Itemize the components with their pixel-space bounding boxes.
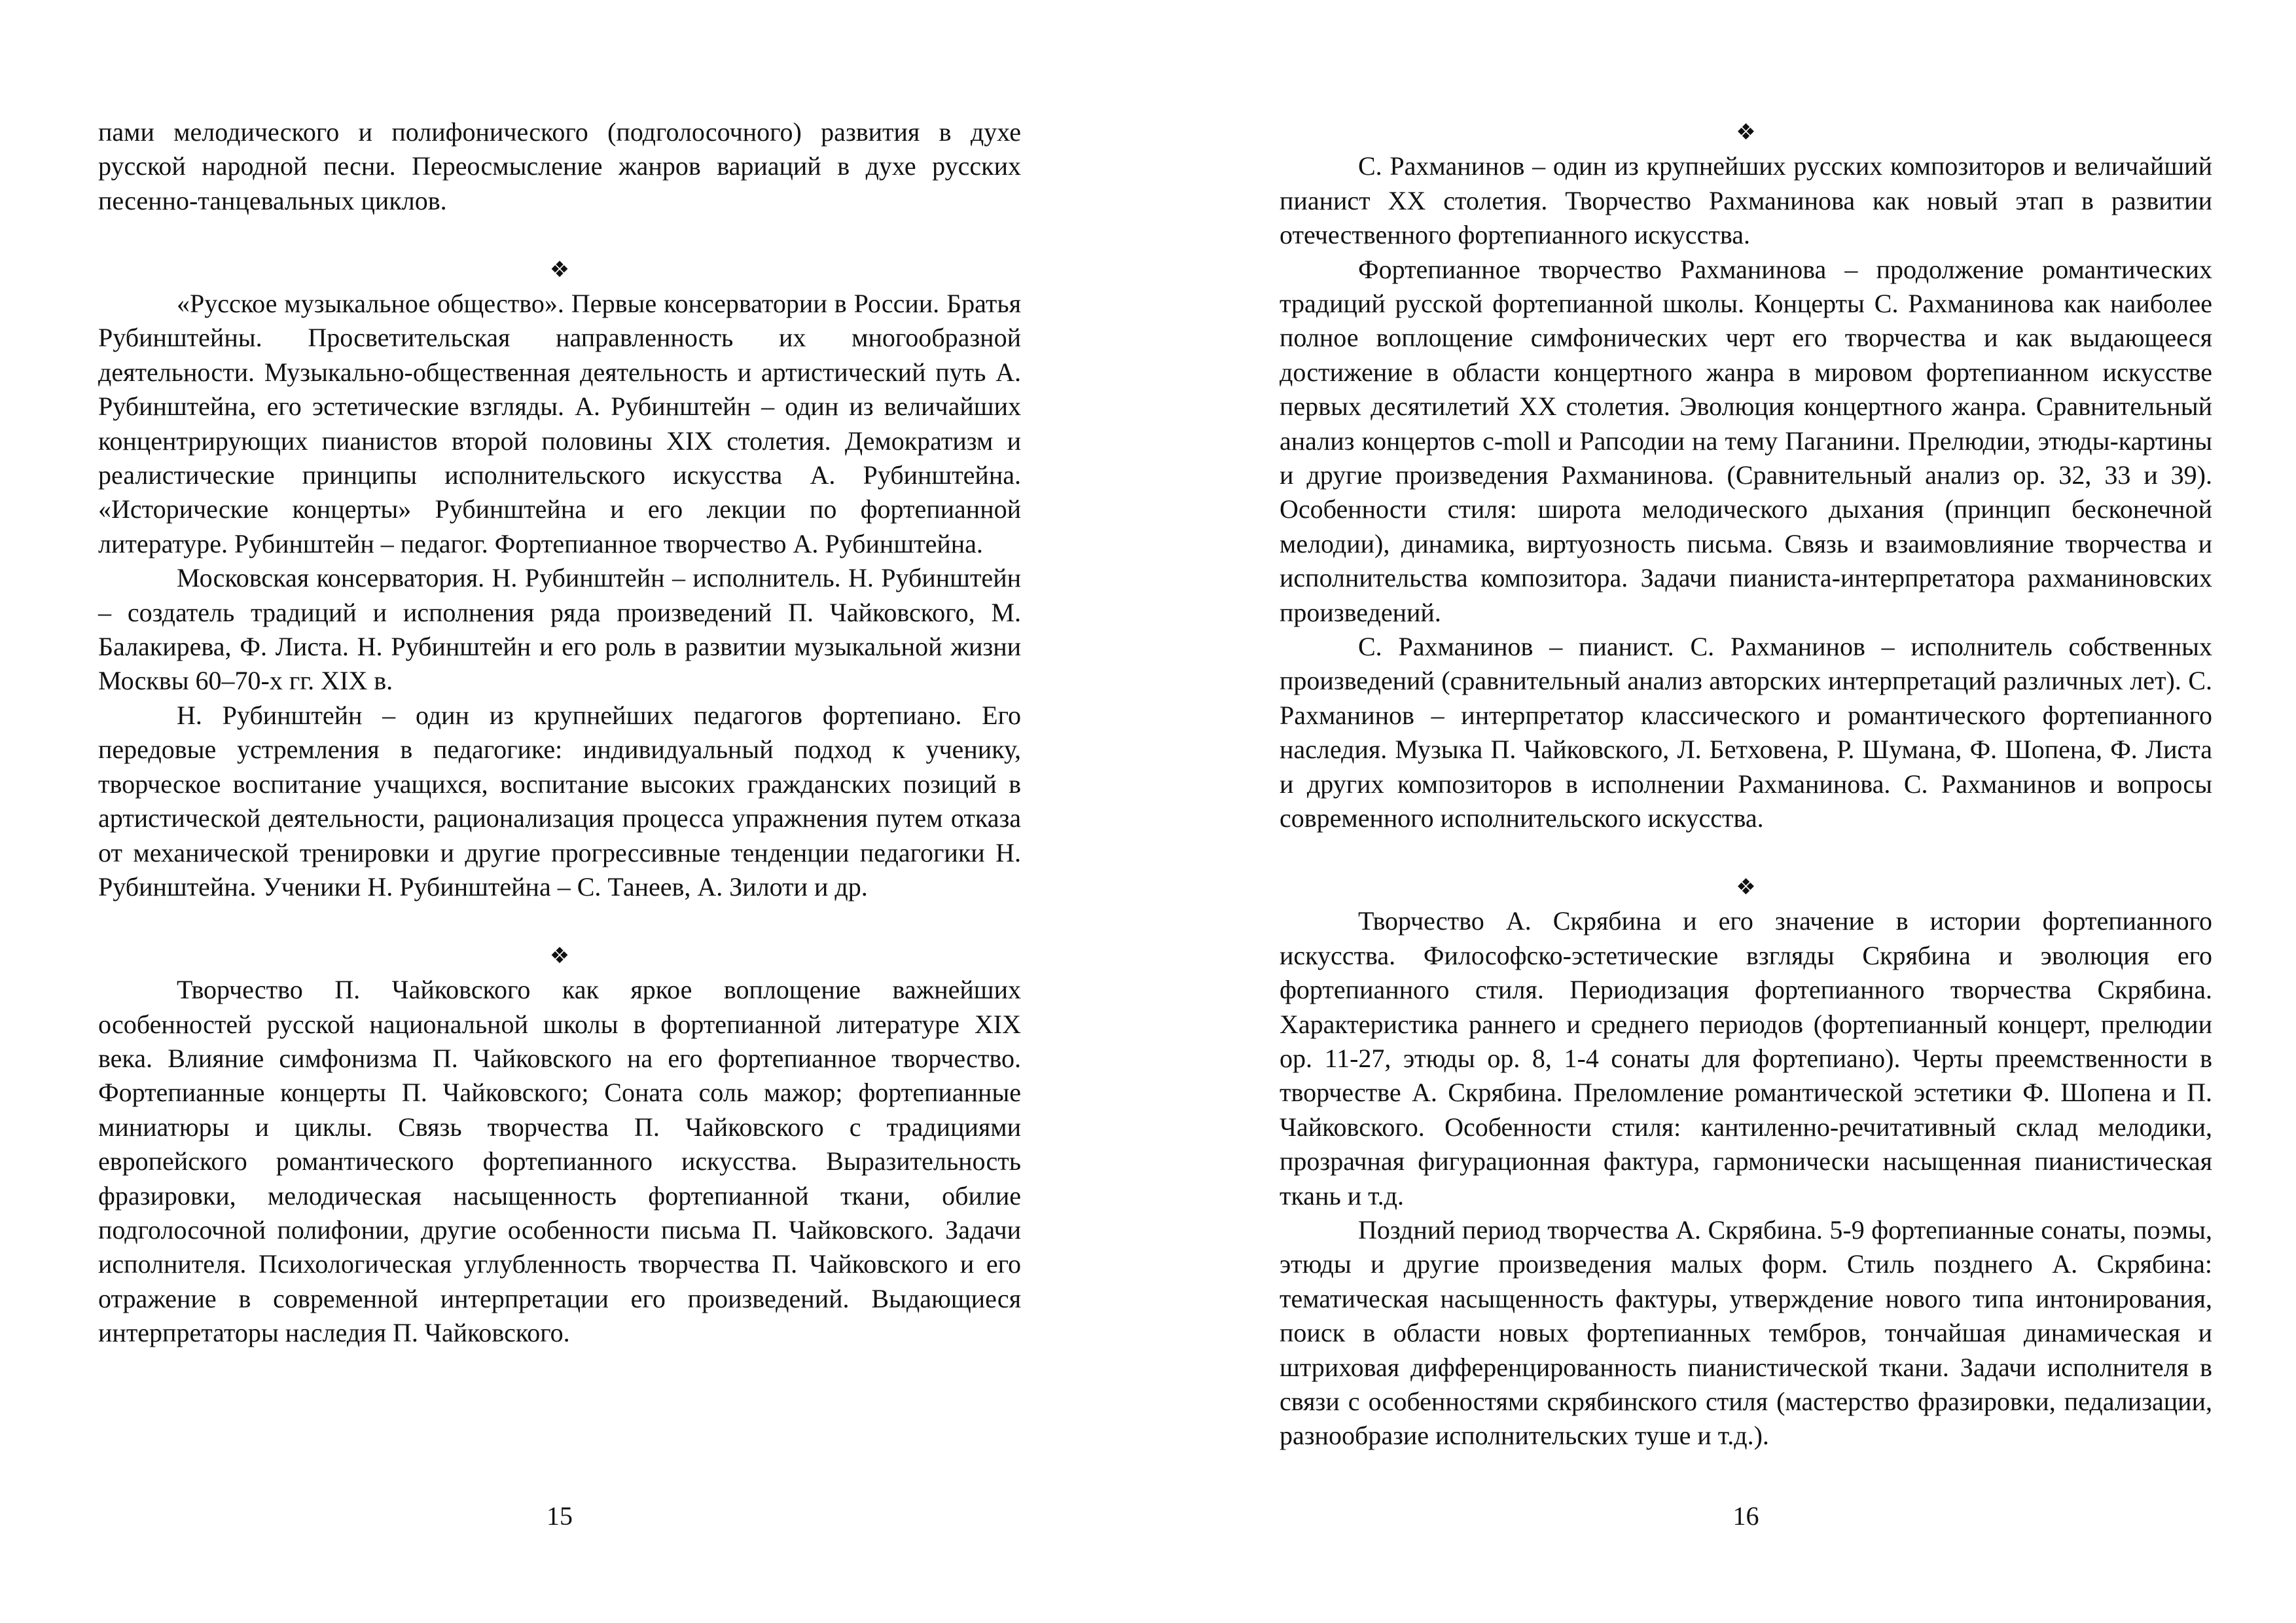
ornament-icon: ❖ — [549, 942, 570, 969]
left-separator-1 — [98, 218, 1021, 287]
right-page — [1280, 0, 2212, 1623]
right-separator-1 — [1280, 115, 2212, 149]
left-page — [98, 0, 1021, 1623]
page-number: 15 — [547, 1501, 573, 1531]
left-separator-2 — [98, 904, 1021, 973]
right-paragraph-5: Поздний период творчества А. Скрябина. 5-9 фортепианные сонаты, поэмы, этюды и другие произведения малых форм. Стиль позднего А. Скрябина: тематическая насыщенность фактуры, утверждение нового типа интонирования, поиск в области новых фортепианных тембров, тончайшая динамическая и штриховая дифференцированность пианистической ткани. Задачи исполнителя в связи с особенностями скрябинского стиля (мастерство фразировки, педализации, разнообразие исполнительских туше и т.д.). — [1280, 1214, 2212, 1451]
ornament-icon: ❖ — [549, 256, 570, 283]
left-paragraph-4: Н. Рубинштейн – один из крупнейших педагогов фортепиано. Его передовые устремления в педагогике: индивидуальный подход к ученику, творческое воспитание учащихся, воспитание высоких гражданских позиций в артистической деятельности, рационализация процесса упражнения путем отказа от механической тренировки и другие прогрессивные тенденции педагогики Н. Рубинштейна. Ученики Н. Рубинштейна – С. Танеев, А. Зилоти и др. — [98, 700, 1021, 902]
left-paragraph-2: «Русское музыкальное общество». Первые консерватории в России. Братья Рубинштейны. Просветительская направленность их многообразной деятельности. Музыкально-общественная деятельность и артистический путь А. Рубинштейна, его эстетические взгляды. А. Рубинштейн – один из величайших концентрирующих пианистов второй половины XIX столетия. Демократизм и реалистические принципы исполнительского искусства А. Рубинштейна. «Исторические концерты» Рубинштейна и его лекции по фортепианной литературе. Рубинштейн – педагог. Фортепианное творчество А. Рубинштейна. — [98, 289, 1021, 558]
left-paragraph-1: пами мелодического и полифонического (подголосочного) развития в духе русской народной песни. Переосмысление жанров вариаций в духе русских песенно-танцевальных циклов. — [98, 117, 1021, 215]
right-separator-2 — [1280, 836, 2212, 905]
ornament-icon: ❖ — [1736, 873, 1756, 900]
right-page-content — [1280, 115, 2212, 1453]
page-number: 16 — [1732, 1501, 1759, 1531]
right-paragraph-3: С. Рахманинов – пианист. С. Рахманинов – исполнитель собственных произведений (сравнительный анализ авторских интерпретаций различных лет). С. Рахманинов – интерпретатор классического и романтического фортепианного наследия. Музыка П. Чайковского, Л. Бетховена, Р. Шумана, Ф. Шопена, Ф. Листа и других композиторов в исполнении Рахманинова. С. Рахманинов и вопросы современного исполнительского искусства. — [1280, 632, 2212, 833]
left-paragraph-3: Московская консерватория. Н. Рубинштейн – исполнитель. Н. Рубинштейн – создатель традиций и исполнения ряда произведений П. Чайковского, М. Балакирева, Ф. Листа. Н. Рубинштейн и его роль в развитии музыкальной жизни Москвы 60–70-х гг. XIX в. — [98, 563, 1021, 696]
right-paragraph-2: Фортепианное творчество Рахманинова – продолжение романтических традиций русской фортепианной школы. Концерты С. Рахманинова как наиболее полное воплощение симфонических черт его творчества и как выдающееся достижение в области концертного жанра в мировом фортепианном искусстве первых десятилетий XX столетия. Эволюция концертного жанра. Сравнительный анализ концертов c-moll и Рапсодии на тему Паганини. Прелюдии, этюды-картины и другие произведения Рахманинова. (Сравнительный анализ ор. 32, 33 и 39). Особенности стиля: широта мелодического дыхания (принцип бесконечной мелодии), динамика, виртуозность письма. Связь и взаимовлияние творчества и исполнительства композитора. Задачи пианиста-интерпретатора рахманиновских произведений. — [1280, 254, 2212, 627]
left-page-content — [98, 115, 1021, 1351]
right-paragraph-1: С. Рахманинов – один из крупнейших русских композиторов и величайший пианист XX столетия. Творчество Рахманинова как новый этап в развитии отечественного фортепианного искусства. — [1280, 151, 2212, 250]
right-paragraph-4: Творчество А. Скрябина и его значение в истории фортепианного искусства. Философско-эстетические взгляды Скрябина и эволюция его фортепианного стиля. Периодизация фортепианного творчества Скрябина. Характеристика раннего и среднего периодов (фортепианный концерт, прелюдии ор. 11-27, этюды ор. 8, 1-4 сонаты для фортепиано). Черты преемственности в творчестве А. Скрябина. Преломление романтической эстетики Ф. Шопена и П. Чайковского. Особенности стиля: кантиленно-речитативный склад мелодики, прозрачная фигурационная фактура, гармонически насыщенная пианистическая ткань и т.д. — [1280, 906, 2212, 1211]
ornament-icon: ❖ — [1736, 119, 1756, 145]
left-paragraph-5: Творчество П. Чайковского как яркое воплощение важнейших особенностей русской национальной школы в фортепианной литературе XIX века. Влияние симфонизма П. Чайковского на его фортепианное творчество. Фортепианные концерты П. Чайковского; Соната соль мажор; фортепианные миниатюры и циклы. Связь творчества П. Чайковского с традициями европейского романтического фортепианного искусства. Выразительность фразировки, мелодическая насыщенность фортепианной ткани, обилие подголосочной полифонии, другие особенности письма П. Чайковского. Задачи исполнителя. Психологическая углубленность творчества П. Чайковского и его отражение в современной интерпретации его произведений. Выдающиеся интерпретаторы наследия П. Чайковского. — [98, 975, 1021, 1348]
